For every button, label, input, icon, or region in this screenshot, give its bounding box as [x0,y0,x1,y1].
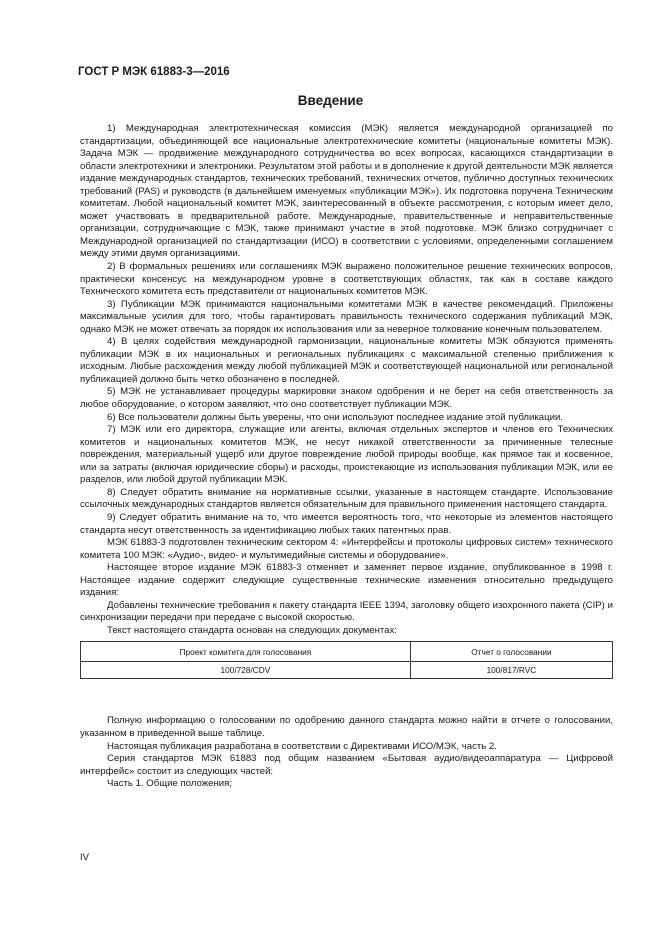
paragraph: 5) МЭК не устанавливает процедуры маркировки знаком одобрения и не берет на себя ответственность за любое оборудование, о котором заявляют, что оно соответствует публикации МЭК. [80,386,613,411]
table-cell: 100/728/CDV [81,662,411,679]
spacer [80,679,613,715]
paragraph: 1) Международная электротехническая комиссия (МЭК) является международной организацией по стандартизации, объединяющей все национальные электротехнические комитеты (национальные комитеты МЭК). Задача МЭК — продвижение международного сотрудничества во всех вопросах, касающихся стандартизации в области электротехники и электроники. Результатом этой работы и в дополнение к другой деятельности МЭК является издание международных стандартов, технических требований, технических отчетов, публично доступных технических требований (PAS) и руководств (в дальнейшем именуемых «публикации МЭК»). Их подготовка поручена Техническим комитетам. Любой национальный комитет МЭК, заинтересованный в объекте рассмотрения, с которым имеет дело, может участвовать в предварительной работе. Международные, правительственные и неправительственные организации, сотрудничающие с МЭК, также принимают участие в этой подготовке. МЭК близко сотрудничает с Международной организацией по стандартизации (ИСО) в соответствии с условиями, определенными соглашением между этими двумя организациями. [80,123,613,260]
table-header-row [81,642,613,662]
paragraph: Часть 1. Общие положения; [107,778,232,790]
paragraph: 7) МЭК или его директора, служащие или агенты, включая отдельных экспертов и членов его Технических комитетов и национальных комитетов МЭК, не несут никакой ответственности за причиненные телесные повреждения, материальный ущерб или другое повреждение любой природы вообще, как прямое так и косвенное, или за затраты (включая юридические сборы) и расходы, проистекающие из использования публикации МЭК, или ее разделов, или любой другой публикации МЭК. [80,424,613,486]
voting-documents-table [80,641,613,679]
paragraph: 2) В формальных решениях или соглашениях МЭК выражено положительное решение технических вопросов, практически консенсус на международном уровне в соответствующих областях, так как в составе каждого Технического комитета есть представители от национальных комитетов МЭК. [80,261,613,298]
page-number: IV [80,852,90,863]
paragraph: Добавлены технические требования к пакету стандарта IEEE 1394, заголовку общего изохронного пакета (CIP) и синхронизации передачи при передаче с высокой скоростью. [80,599,613,624]
table-header-cell: Отчет о голосовании [410,642,612,662]
paragraph: Настоящее второе издание МЭК 61883-3 отменяет и заменяет первое издание, опубликованное в 1998 г. Настоящее издание содержит следующие существенные технические изменения относительно предыдущего издания: [80,562,613,599]
paragraph: Полную информацию о голосовании по одобрению данного стандарта можно найти в отчете о голосовании, указанном в приведенной выше таблице. [80,715,613,739]
paragraph: Текст настоящего стандарта основан на следующих документах: [107,624,397,636]
table-cell: 100/817/RVC [410,662,612,679]
standard-header: ГОСТ Р МЭК 61883-3—2016 [78,66,230,78]
paragraph: 3) Публикации МЭК принимаются национальными комитетами МЭК в качестве рекомендаций. Приложены максимальные усилия для того, чтобы гарантировать правильность технического содержания публикаций МЭК, однако МЭК не может отвечать за порядок их использования или за неверное толкование конечным пользователем. [80,298,613,335]
paragraph: 6) Все пользователи должны быть уверены, что они используют последнее издание этой публикации. [107,411,563,423]
paragraph: 8) Следует обратить внимание на нормативные ссылки, указанные в настоящем стандарте. Использование ссылочных международных стандартов является обязательным для правильного применения настоящего стандарта. [80,486,613,511]
section-title: Введение [297,93,364,108]
body-text [80,123,613,791]
paragraph: 9) Следует обратить внимание на то, что имеется вероятность того, что некоторые из элементов настоящего стандарта несут ответственность за идентификацию любых таких патентных прав. [80,511,613,536]
paragraph: МЭК 61883-3 подготовлен техническим сектором 4: «Интерфейсы и протоколы цифровых систем» технического комитета 100 МЭК: «Аудио-, видео- и мультимедийные системы и оборудование». [80,537,613,561]
paragraph: 4) В целях содействия международной гармонизации, национальные комитеты МЭК обязуются применять публикации МЭК в их национальных и региональных публикациях с максимальной степенью приближения к исходным. Любые расхождения между любой публикацией МЭК и соответствующей национальной или региональной публикацией должно быть четко обозначено в последней. [80,336,613,385]
paragraph: Серия стандартов МЭК 61883 под общим названием «Бытовая аудио/видеоаппаратура — Цифровой интерфейс» состоит из следующих частей: [80,753,613,777]
paragraph: Настоящая публикация разработана в соответствии с Директивами ИСО/МЭК, часть 2. [107,740,497,752]
table-row [81,662,613,679]
table-header-cell: Проект комитета для голосования [81,642,411,662]
